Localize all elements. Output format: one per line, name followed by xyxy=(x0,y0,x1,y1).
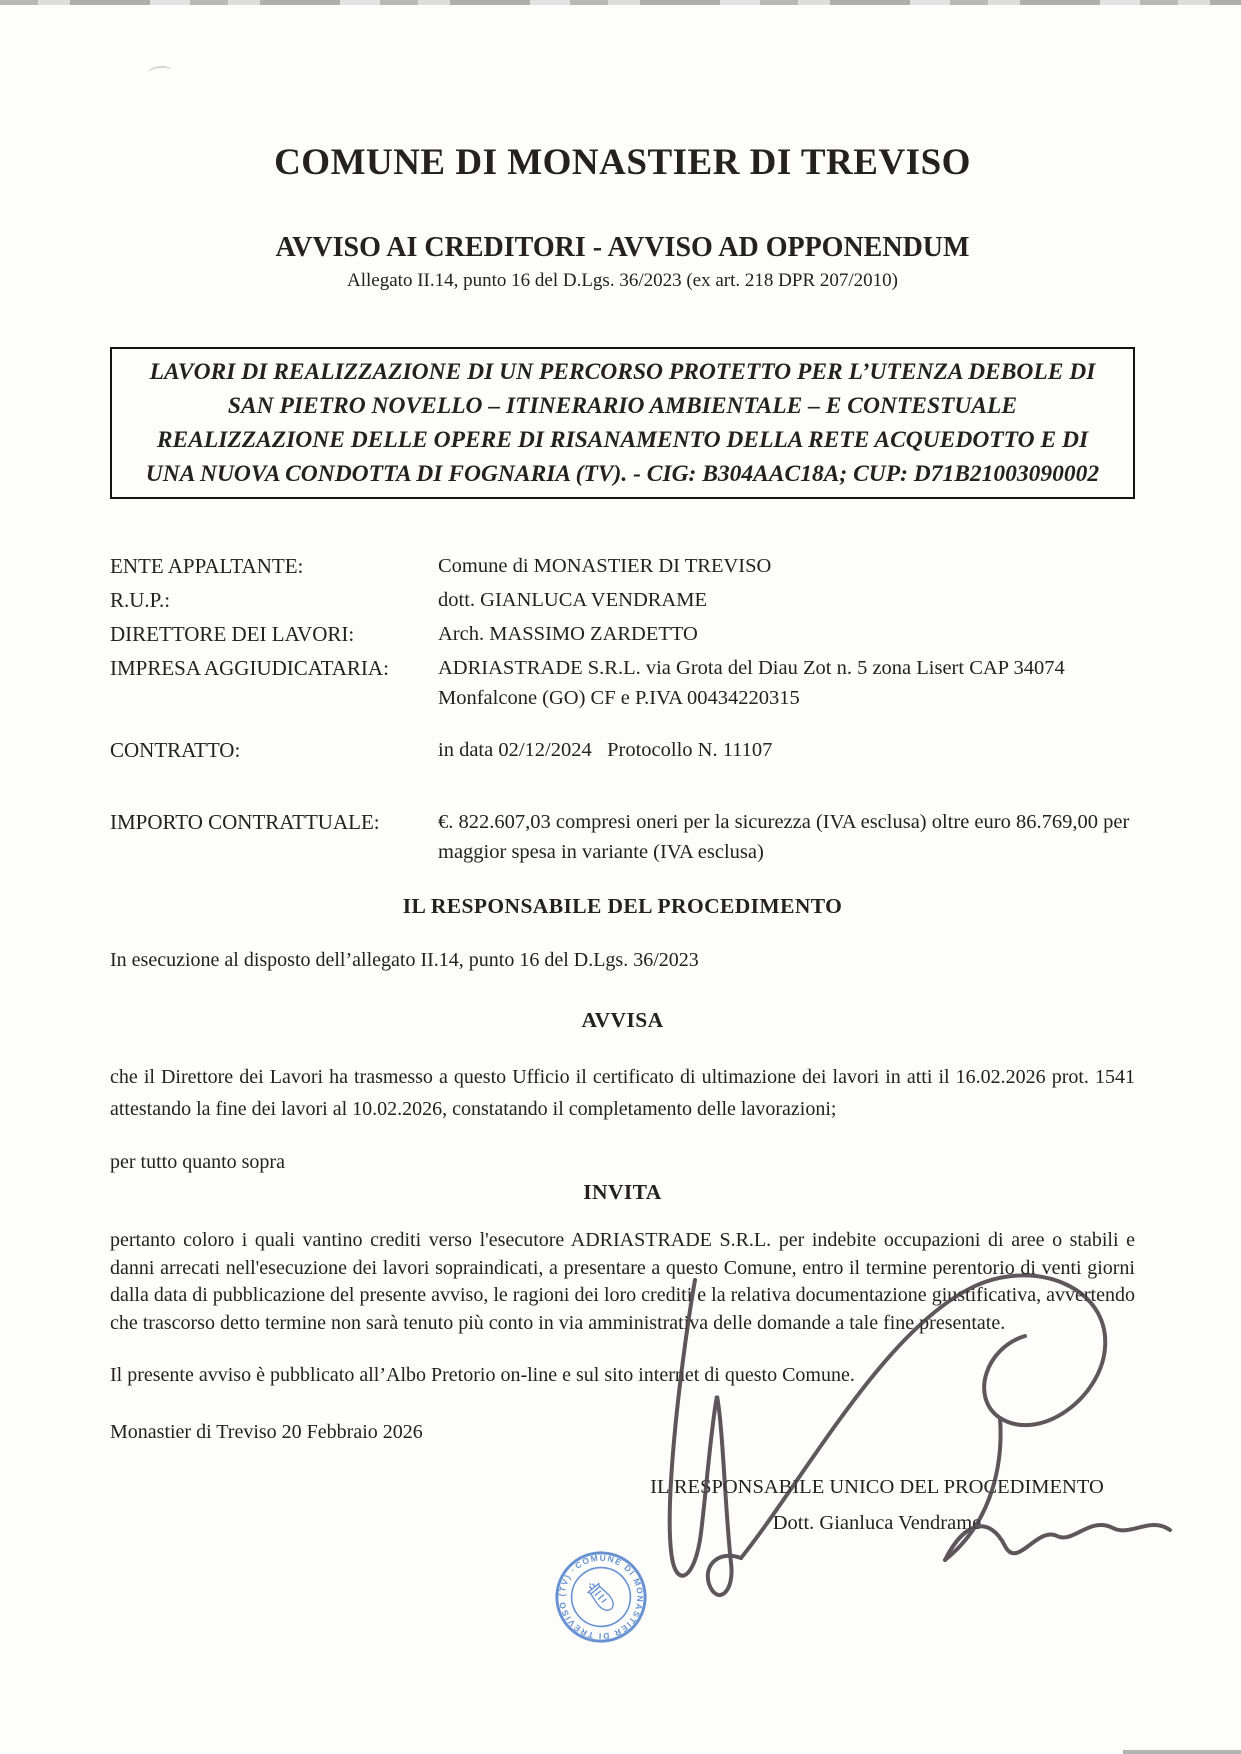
heading-avvisa: AVVISA xyxy=(581,1008,664,1032)
field-row-impresa-aggiudicataria xyxy=(110,653,1135,713)
dateline: Monastier di Treviso 20 Febbraio 2026 xyxy=(110,1421,423,1443)
stamp-circular-text: COMUNE DI MONASTIER DI TREVISO (TV) · xyxy=(556,1552,646,1642)
paragraph-invito-creditori: pertanto coloro i quali vantino crediti verso l'esecutore ADRIASTRADE S.R.L. per indebite occupazioni di aree o stabili e danni arrecati nell'esecuzione dei lavori sopraindicati, a presentare a questo Comune, entro il termine perentorio di venti giorni dalla data di pubblicazione del presente avviso, le ragioni dei loro crediti e la relativa documentazione giustificativa, avvertendo che trascorso detto termine non sarà tenuto più conto in via amministrativa delle domande a tale fine presentate. xyxy=(110,1229,1135,1334)
signature-stroke xyxy=(945,1418,1001,1560)
project-description-box: LAVORI DI REALIZZAZIONE DI UN PERCORSO PROTETTO PER L’UTENZA DEBOLE DI SAN PIETRO NOVELLO – ITINERARIO AMBIENTALE – E CONTESTUALE REALIZZAZIONE DELLE OPERE DI RISANAMENTO DELLA RETE ACQUEDOTTO E DI UNA NUOVA CONDOTTA DI FOGNARIA (TV). - CIG: B304AAC18A; CUP: D71B21003090002 xyxy=(110,347,1135,499)
field-label: IMPRESA AGGIUDICATARIA: xyxy=(110,656,389,680)
document-title: COMUNE DI MONASTIER DI TREVISO xyxy=(274,142,971,183)
signer-name: Dott. Gianluca Vendrame xyxy=(772,1512,982,1534)
field-value: Arch. MASSIMO ZARDETTO xyxy=(438,623,698,645)
field-row-contratto xyxy=(110,735,1135,765)
field-value: dott. GIANLUCA VENDRAME xyxy=(438,589,707,611)
signature-stroke xyxy=(945,1525,1170,1560)
field-value: Comune di MONASTIER DI TREVISO xyxy=(438,555,772,577)
field-row-direttore-lavori xyxy=(110,619,1135,649)
paragraph-pubblicazione-albo: Il presente avviso è pubblicato all’Albo Pretorio on-line e sul sito internet di questo Comune. xyxy=(110,1364,855,1386)
field-row-rup xyxy=(110,585,1135,615)
field-label: DIRETTORE DEI LAVORI: xyxy=(110,622,355,646)
heading-responsabile-procedimento: IL RESPONSABILE DEL PROCEDIMENTO xyxy=(402,894,843,918)
signature-stroke xyxy=(670,1280,741,1595)
fields-section xyxy=(110,551,1135,867)
paragraph-certificato-ultimazione: che il Direttore dei Lavori ha trasmesso a questo Ufficio il certificato di ultimazione dei lavori in atti il 16.02.2026 prot. 1541 attestando la fine dei lavori al 10.02.2026, constatando il completamento delle lavorazioni; xyxy=(110,1066,1135,1120)
field-value: in data 02/12/2024 Protocollo N. 11107 xyxy=(438,739,773,761)
municipal-stamp xyxy=(552,1548,650,1646)
field-row-importo-contrattuale xyxy=(110,807,1135,867)
paragraph-esecuzione: In esecuzione al disposto dell’allegato II.14, punto 16 del D.Lgs. 36/2023 xyxy=(110,949,699,971)
field-row-ente-appaltante xyxy=(110,551,1135,581)
field-value: €. 822.607,03 compresi oneri per la sicurezza (IVA esclusa) oltre euro 86.769,00 per maggior spesa in variante (IVA esclusa) xyxy=(438,811,1135,863)
document-subtitle: AVVISO AI CREDITORI - AVVISO AD OPPONENDUM xyxy=(275,232,970,263)
signature-stroke xyxy=(741,1275,1105,1558)
field-label: R.U.P.: xyxy=(110,588,171,612)
heading-invita: INVITA xyxy=(583,1180,662,1204)
stamp-coat-of-arms xyxy=(584,1579,617,1614)
scan-artifact-bottom xyxy=(1123,1750,1241,1754)
field-label: IMPORTO CONTRATTUALE: xyxy=(110,810,380,834)
field-label: CONTRATTO: xyxy=(110,738,241,762)
field-label: ENTE APPALTANTE: xyxy=(110,554,304,578)
paragraph-per-tutto-quanto-sopra: per tutto quanto sopra xyxy=(110,1151,285,1173)
field-value: ADRIASTRADE S.R.L. via Grota del Diau Zot n. 5 zona Lisert CAP 34074 Monfalcone (GO) CF e P.IVA 00434220315 xyxy=(438,657,1070,709)
signer-role: IL RESPONSABILE UNICO DEL PROCEDIMENTO xyxy=(650,1476,1104,1498)
subtitle-legal-note: Allegato II.14, punto 16 del D.Lgs. 36/2023 (ex art. 218 DPR 207/2010) xyxy=(347,270,898,291)
